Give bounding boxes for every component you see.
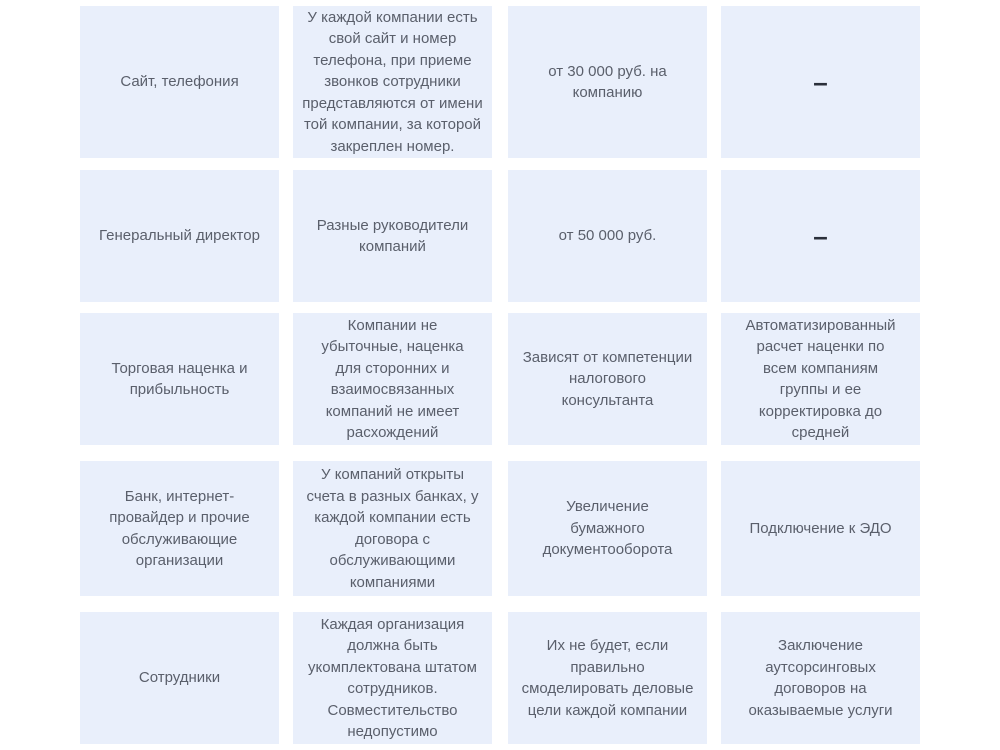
cell-text: Банк, интернет- провайдер и прочие обслуживающие организации <box>109 487 250 569</box>
table-cell-category <box>80 170 279 302</box>
table-cell-description <box>293 313 492 445</box>
table-cell-category <box>80 313 279 445</box>
table-cell-solution <box>721 6 920 158</box>
cell-text: Компании не убыточные, наценка для сторонних и взаимосвязанных компаний не имеет расхождений <box>321 316 464 441</box>
table-cell-category <box>80 6 279 158</box>
cell-text: Их не будет, если правильно смоделировать деловые цели каждой компании <box>521 637 694 719</box>
cell-text: Каждая организация должна быть укомплектована штатом сотрудников. Совместительство недопустимо <box>308 615 477 740</box>
cell-text: У каждой компании есть свой сайт и номер телефона, при приеме звонков сотрудники представляются от имени той компании, за которой закреплен номер. <box>302 8 483 155</box>
table-cell-solution <box>721 461 920 596</box>
table-cell-cost <box>508 313 707 445</box>
cell-text: Сотрудники <box>138 669 221 687</box>
table-cell-solution <box>721 313 920 445</box>
cell-text: от 30 000 руб. на компанию <box>548 62 667 101</box>
cell-text: Генеральный директор <box>99 227 260 245</box>
table-cell-cost <box>508 461 707 596</box>
table-cell-cost <box>508 6 707 158</box>
cell-text: Увеличение бумажного документооборота <box>542 498 673 559</box>
table-cell-solution <box>721 612 920 744</box>
cell-text: – <box>813 67 828 97</box>
table-cell-cost <box>508 170 707 302</box>
table-cell-category <box>80 612 279 744</box>
table-cell-description <box>293 6 492 158</box>
cell-text: – <box>813 221 828 251</box>
cell-text: Автоматизированный расчет наценки по всем компаниям группы и ее корректировка до средней <box>745 316 896 441</box>
table-cell-cost <box>508 612 707 744</box>
table-cell-description <box>293 170 492 302</box>
cell-text: от 50 000 руб. <box>558 227 657 245</box>
cell-text: Заключение аутсорсинговых договоров на оказываемые услуги <box>748 637 893 719</box>
cell-text: У компаний открыты счета в разных банках, у каждой компании есть договора с обслуживающими компаниями <box>306 466 479 591</box>
cell-text: Разные руководители компаний <box>316 216 469 255</box>
cell-text: Подключение к ЭДО <box>749 519 892 537</box>
cell-text: Сайт, телефония <box>120 73 239 91</box>
cell-text: Торговая наценка и прибыльность <box>111 359 248 398</box>
table-cell-description <box>293 461 492 596</box>
cell-text: Зависят от компетенции налогового консультанта <box>522 348 693 409</box>
table-cell-solution <box>721 170 920 302</box>
table-cell-category <box>80 461 279 596</box>
table-cell-description <box>293 612 492 744</box>
